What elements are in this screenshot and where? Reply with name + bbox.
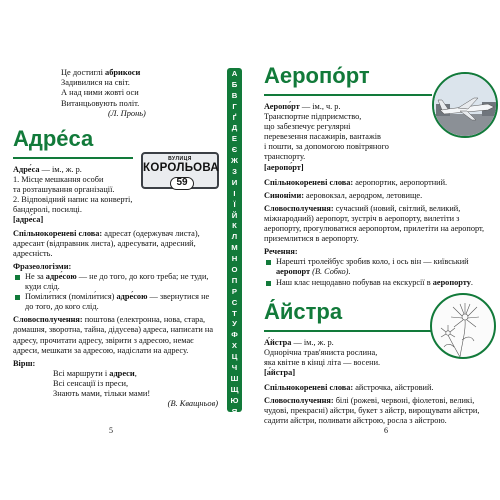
- alphabet-index: [227, 68, 242, 416]
- airport-illustration: [432, 72, 498, 138]
- phraseology-item: Поміли́тися (поміли́тися) адре́сою — звернутися не до того, до кого слід.: [13, 292, 218, 312]
- entry-poem: Всі маршрути і адреси, Всі сенсації із преси, Знають мами, тільки мами! (В. Кващньов): [13, 369, 218, 410]
- definition-2b: бандеролі, посилці.: [13, 205, 82, 215]
- alphabet-letter: Я: [231, 406, 238, 416]
- entry-title: А́йстра: [264, 298, 343, 324]
- definition-line: транспорту.: [264, 152, 306, 162]
- page-number-right: 6: [384, 426, 388, 435]
- poem-highlight: абрикоси: [105, 68, 141, 77]
- alphabet-letter: Ф: [231, 330, 238, 340]
- alphabet-letter: Б: [231, 79, 238, 89]
- collocations: Словосполучення: поштова (електронна, нова, стара, домашня, зворотна, тайна, дідусева) адреса, написати на адресу, прочитати адресу, звірити з адресою, немає адреси, мешкати за адресою, надіслати на адресу.: [13, 315, 214, 355]
- alphabet-letter: И: [231, 177, 238, 187]
- definition-line: і пошти, за допомогою повітряного: [264, 142, 389, 152]
- aster-illustration: [430, 293, 496, 359]
- poem-author: (Л. Пронь): [108, 108, 146, 118]
- definition-line: яка квітне в кінці літа — восени.: [264, 357, 381, 367]
- alphabet-letter: М: [231, 243, 238, 253]
- alphabet-letter: Щ: [230, 384, 239, 394]
- alphabet-letter: Ї: [233, 199, 236, 209]
- alphabet-letter: Ґ: [232, 112, 237, 122]
- page-number-left: 5: [109, 426, 113, 435]
- alphabet-letter: Н: [231, 254, 238, 264]
- transcription: [а́йстра]: [264, 367, 296, 377]
- alphabet-letter: В: [231, 90, 238, 100]
- alphabet-letter: Д: [231, 123, 238, 133]
- definition-line: що забезпечує регулярні: [264, 122, 351, 132]
- alphabet-letter: Ш: [230, 373, 239, 383]
- title-underline: [264, 94, 432, 96]
- alphabet-letter: Ч: [231, 363, 238, 373]
- poem-highlight: адреси: [109, 368, 135, 378]
- alphabet-letter: К: [232, 221, 237, 231]
- alphabet-letter: Ц: [231, 352, 238, 362]
- entry-head: Адре́са — ім., ж. р.: [13, 165, 82, 175]
- synonyms: Синоніми: аеровокзал, аеродром, летовище.: [264, 190, 423, 200]
- definition-line: Однорічна трав'яниста рослина,: [264, 347, 378, 357]
- phraseology-label: Фразеологізми:: [13, 261, 72, 271]
- alphabet-letter: Т: [232, 308, 237, 318]
- transcription: [аеропо́рт]: [264, 162, 304, 172]
- alphabet-letter: Е: [231, 134, 238, 144]
- definition-line: перевезення пасажирів, вантажів: [264, 132, 381, 142]
- alphabet-letter: П: [231, 275, 238, 285]
- alphabet-letter: О: [231, 265, 238, 275]
- top-poem: Це достиглі абрикоси Задивилися на світ. А над ними жовті оси Витанцьовують політ. (Л. Пронь): [13, 68, 218, 119]
- transcription: [адре́са]: [13, 215, 44, 225]
- entry-head: Аеропо́рт — ім., ч. р.: [264, 102, 341, 111]
- title-underline: [264, 330, 432, 332]
- poem-label: Вірш:: [13, 358, 36, 368]
- alphabet-letter: Й: [231, 210, 238, 220]
- definition-2: 2. Відповідний напис на конверті,: [13, 195, 133, 205]
- collocations: Словосполучення: білі (рожеві, червоні, фіолетові, великі, чудові, прекрасні) айстри, букет з айстр, вирощувати айстри, садити айстри, поливати айстрою, росла з айстрою.: [264, 396, 480, 426]
- alphabet-letter: А: [231, 69, 238, 78]
- alphabet-letter: Г: [232, 101, 237, 111]
- sentences-label: Речення:: [264, 247, 298, 257]
- alphabet-letter: С: [231, 297, 238, 307]
- cognates: Спільнокореневі слова: адресат (одержувач листа), адресант (відправник листа), адресувати, адресний, адресність.: [13, 228, 200, 258]
- entry-head: А́йстра — ім., ж. р.: [264, 337, 334, 347]
- sentence-item: Нарешті тролейбус зробив коло, і ось він — київський аеропорт (В. Собко).: [264, 257, 492, 277]
- entry-title: Адре́са: [13, 126, 94, 152]
- alphabet-letter: Х: [231, 341, 238, 351]
- phraseology-item: Не за адре́сою — не до того, до кого треба; не туди, куди слід.: [13, 272, 218, 292]
- alphabet-letter: З: [232, 167, 237, 177]
- entry-title: Аеропо́рт: [264, 63, 370, 88]
- definition-1: 1. Місце мешкання особи: [13, 175, 104, 185]
- alphabet-letter: Ю: [230, 395, 239, 405]
- title-underline: [13, 157, 133, 159]
- collocations: Словосполучення: сучасний (новий, світлий, великий, міжнародний) аеропорт, зустріч в аеропорту, вилетіти з аеропорту, прогулюватися аеропортом, прилетіти на аеропорт, приземлитися в аеропорту.: [264, 203, 485, 244]
- definition-line: Транспортне підприємство,: [264, 112, 362, 122]
- alphabet-letter: Р: [231, 286, 238, 296]
- cognates: Спільнокореневі слова: айстрочка, айстровий.: [264, 382, 434, 392]
- cognates: Спільнокореневі слова: аеропортик, аеропортний.: [264, 177, 448, 187]
- alphabet-letter: У: [232, 319, 237, 329]
- definition-1b: та розташування організації.: [13, 185, 115, 195]
- left-page: [0, 0, 225, 500]
- alphabet-letter: І: [233, 188, 236, 198]
- alphabet-letter: Ж: [231, 156, 238, 166]
- street-sign-illustration: ВУЛИЦЯ КОРОЛЬОВА 59: [141, 152, 219, 189]
- alphabet-letter: Є: [231, 145, 238, 155]
- poem-author: (В. Кващньов): [167, 399, 218, 409]
- sentence-item: Наш клас нещодавно побував на екскурсії в аеропорту.: [264, 278, 492, 288]
- alphabet-letter: Л: [231, 232, 238, 242]
